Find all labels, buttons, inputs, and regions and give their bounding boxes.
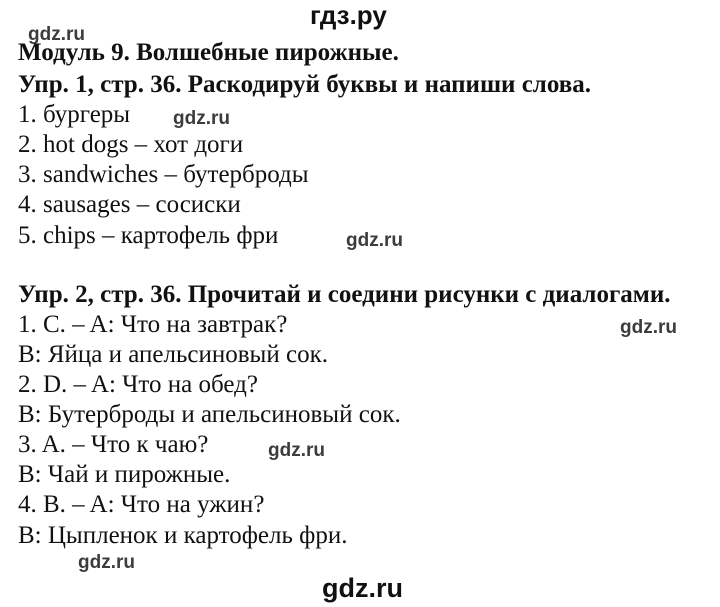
watermark: gdz.ru <box>78 552 135 573</box>
watermark: gdz.ru <box>28 24 85 45</box>
watermark: gdz.ru <box>620 317 677 338</box>
watermark: gdz.ru <box>173 108 230 129</box>
site-footer: gdz.ru <box>322 573 403 603</box>
exercise-1-title: Упр. 1, стр. 36. Раскодируй буквы и напиши слова. <box>18 71 591 98</box>
module-title: Модуль 9. Волшебные пирожные. <box>18 39 399 66</box>
site-header: гдз.ру <box>310 0 387 30</box>
exercise-2-title: Упр. 2, стр. 36. Прочитай и соедини рисунки с диалогами. <box>18 281 671 308</box>
exercise-2-line: 1. C. – A: Что на завтрак? <box>18 311 288 338</box>
exercise-2-line: 3. A. – Что к чаю? <box>18 431 209 458</box>
exercise-2-line: B: Бутерброды и апельсиновый сок. <box>18 401 401 428</box>
exercise-2-line: B: Чай и пирожные. <box>18 461 231 488</box>
exercise-1-item: 3. sandwiches – бутерброды <box>18 161 309 188</box>
watermark: gdz.ru <box>268 440 325 461</box>
exercise-2-line: B: Цыпленок и картофель фри. <box>18 522 348 549</box>
exercise-1-item: 2. hot dogs – хот доги <box>18 131 244 158</box>
exercise-1-item: 4. sausages – сосиски <box>18 191 241 218</box>
exercise-2-line: B: Яйца и апельсиновый сок. <box>18 341 328 368</box>
exercise-1-item: 1. бургеры <box>18 101 131 128</box>
exercise-2-line: 4. B. – A: Что на ужин? <box>18 491 265 518</box>
watermark: gdz.ru <box>346 230 403 251</box>
exercise-1-item: 5. chips – картофель фри <box>18 222 279 249</box>
exercise-2-line: 2. D. – A: Что на обед? <box>18 371 258 398</box>
